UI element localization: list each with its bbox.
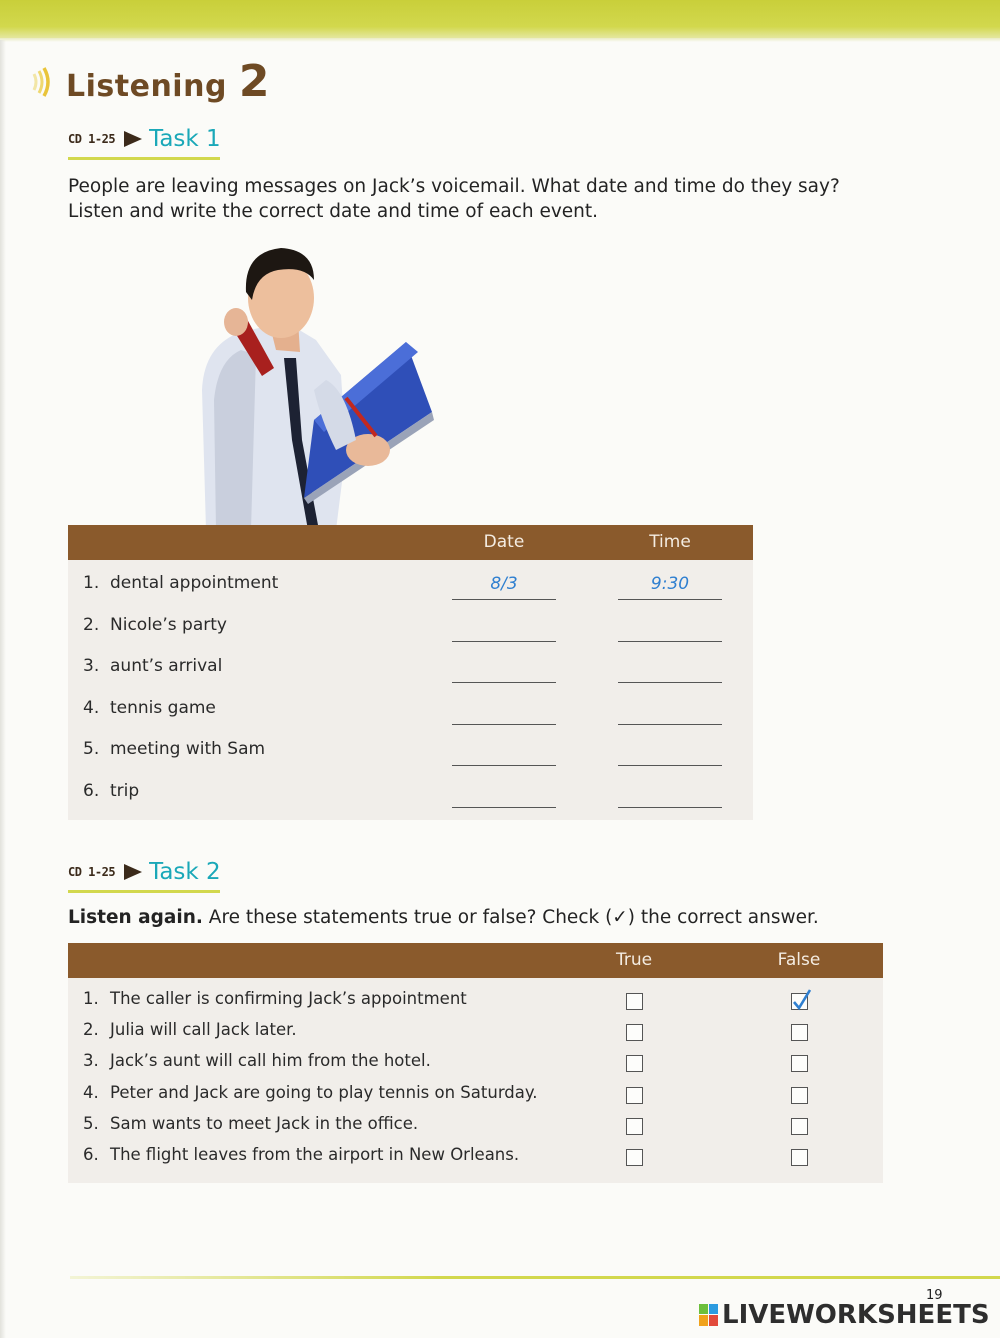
- task2-underline: [68, 890, 220, 893]
- row-number: 3.: [83, 656, 100, 676]
- sound-waves-icon: [28, 62, 58, 102]
- task1-underline: [68, 157, 220, 160]
- play-arrow-icon: [123, 863, 143, 881]
- heading-number: 2: [238, 56, 270, 107]
- false-checkbox[interactable]: [791, 1118, 808, 1135]
- time-blank: [618, 641, 722, 642]
- task1-instructions: [68, 174, 888, 224]
- statement-label: The flight leaves from the airport in New Orleans.: [110, 1145, 520, 1164]
- row-number: 5.: [83, 1113, 99, 1133]
- row-number: 5.: [83, 739, 100, 759]
- statement-row: [68, 1051, 883, 1082]
- date-blank: [452, 724, 556, 725]
- true-checkbox[interactable]: [626, 1149, 643, 1166]
- false-checkbox[interactable]: [791, 1087, 808, 1104]
- date-time-table-header: [68, 525, 753, 560]
- row-number: 2.: [83, 615, 100, 635]
- statement-row: [68, 1145, 883, 1176]
- row-number: 3.: [83, 1051, 99, 1071]
- table-row: [68, 781, 753, 822]
- top-color-band: [0, 0, 1000, 38]
- statement-row: [68, 1083, 883, 1114]
- table-row: [68, 698, 753, 739]
- row-number: 1.: [83, 573, 100, 593]
- row-number: 6.: [83, 781, 100, 801]
- liveworksheets-logo-icon: [698, 1302, 720, 1328]
- man-on-phone-illustration: [196, 240, 446, 530]
- time-blank: [618, 682, 722, 683]
- date-answer[interactable]: 8/3: [490, 574, 518, 594]
- date-blank: [452, 807, 556, 808]
- row-number: 1.: [83, 989, 99, 1008]
- true-checkbox[interactable]: [626, 1055, 643, 1072]
- false-checkbox[interactable]: [791, 1149, 808, 1166]
- task2-cd-label: CD 1-25: [68, 865, 116, 879]
- task1-title: Task 1: [149, 126, 221, 152]
- statement-label: Sam wants to meet Jack in the office.: [110, 1113, 419, 1133]
- task2-title: Task 2: [149, 859, 221, 885]
- brand-name: LIVEWORKSHEETS: [722, 1300, 990, 1330]
- true-checkbox[interactable]: [626, 1118, 643, 1135]
- time-blank: [618, 807, 722, 808]
- bottom-accent-line: [70, 1276, 1000, 1279]
- true-false-table-header: [68, 943, 883, 978]
- table-row: [68, 573, 753, 614]
- play-arrow-icon: [123, 130, 143, 148]
- time-blank: [618, 599, 722, 600]
- check-mark-icon: [790, 988, 812, 1012]
- event-label: dental appointment: [110, 573, 279, 593]
- statement-row: [68, 1020, 883, 1051]
- task2-instructions-bold: Listen again.: [68, 907, 203, 928]
- false-checkbox[interactable]: [791, 1024, 808, 1041]
- event-label: Nicole’s party: [110, 615, 227, 635]
- event-label: trip: [110, 781, 140, 801]
- table-row: [68, 615, 753, 656]
- event-label: tennis game: [110, 698, 216, 718]
- row-number: 6.: [83, 1145, 99, 1164]
- page-gutter-shadow: [0, 40, 6, 1338]
- true-column-header: True: [615, 950, 653, 970]
- false-checkbox[interactable]: [791, 1055, 808, 1072]
- true-checkbox[interactable]: [626, 993, 643, 1010]
- true-checkbox[interactable]: [626, 1087, 643, 1104]
- time-blank: [618, 765, 722, 766]
- task1-header: [68, 126, 221, 152]
- false-checkbox[interactable]: [791, 993, 808, 1010]
- statement-label: Julia will call Jack later.: [110, 1020, 297, 1040]
- statement-label: The caller is confirming Jack’s appointment: [110, 989, 467, 1008]
- time-blank: [618, 724, 722, 725]
- true-false-table: [68, 943, 883, 1183]
- row-number: 4.: [83, 1082, 99, 1102]
- date-blank: [452, 599, 556, 600]
- statement-row: [68, 1114, 883, 1145]
- page-number: 19: [926, 1288, 943, 1303]
- true-checkbox[interactable]: [626, 1024, 643, 1041]
- task2-instructions: [68, 907, 888, 928]
- table-row: [68, 739, 753, 780]
- heading-word: Listening: [66, 69, 227, 104]
- task1-instructions-line2: Listen and write the correct date and time of each event.: [68, 201, 599, 222]
- table-row: [68, 656, 753, 697]
- date-time-table: [68, 525, 753, 820]
- brand-logo: [698, 1300, 990, 1330]
- date-blank: [452, 682, 556, 683]
- event-label: aunt’s arrival: [110, 656, 223, 676]
- row-number: 4.: [83, 698, 100, 718]
- statement-label: Peter and Jack are going to play tennis on Saturday.: [110, 1082, 538, 1102]
- date-blank: [452, 765, 556, 766]
- top-band-fade: [0, 38, 1000, 42]
- statement-row: [68, 989, 883, 1020]
- task2-instructions-rest: Are these statements true or false? Check (✓) the correct answer.: [202, 907, 819, 928]
- event-label: meeting with Sam: [110, 739, 266, 759]
- task1-cd-label: CD 1-25: [68, 132, 116, 146]
- task1-instructions-line1: People are leaving messages on Jack’s voicemail. What date and time do they say?: [68, 176, 840, 197]
- time-column-header: Time: [649, 532, 691, 552]
- time-answer[interactable]: 9:30: [650, 574, 690, 594]
- false-column-header: False: [777, 950, 821, 970]
- date-column-header: Date: [483, 532, 525, 552]
- section-heading: [28, 56, 270, 107]
- statement-label: Jack’s aunt will call him from the hotel.: [110, 1051, 431, 1071]
- task2-header: [68, 859, 221, 885]
- row-number: 2.: [83, 1020, 99, 1040]
- date-blank: [452, 641, 556, 642]
